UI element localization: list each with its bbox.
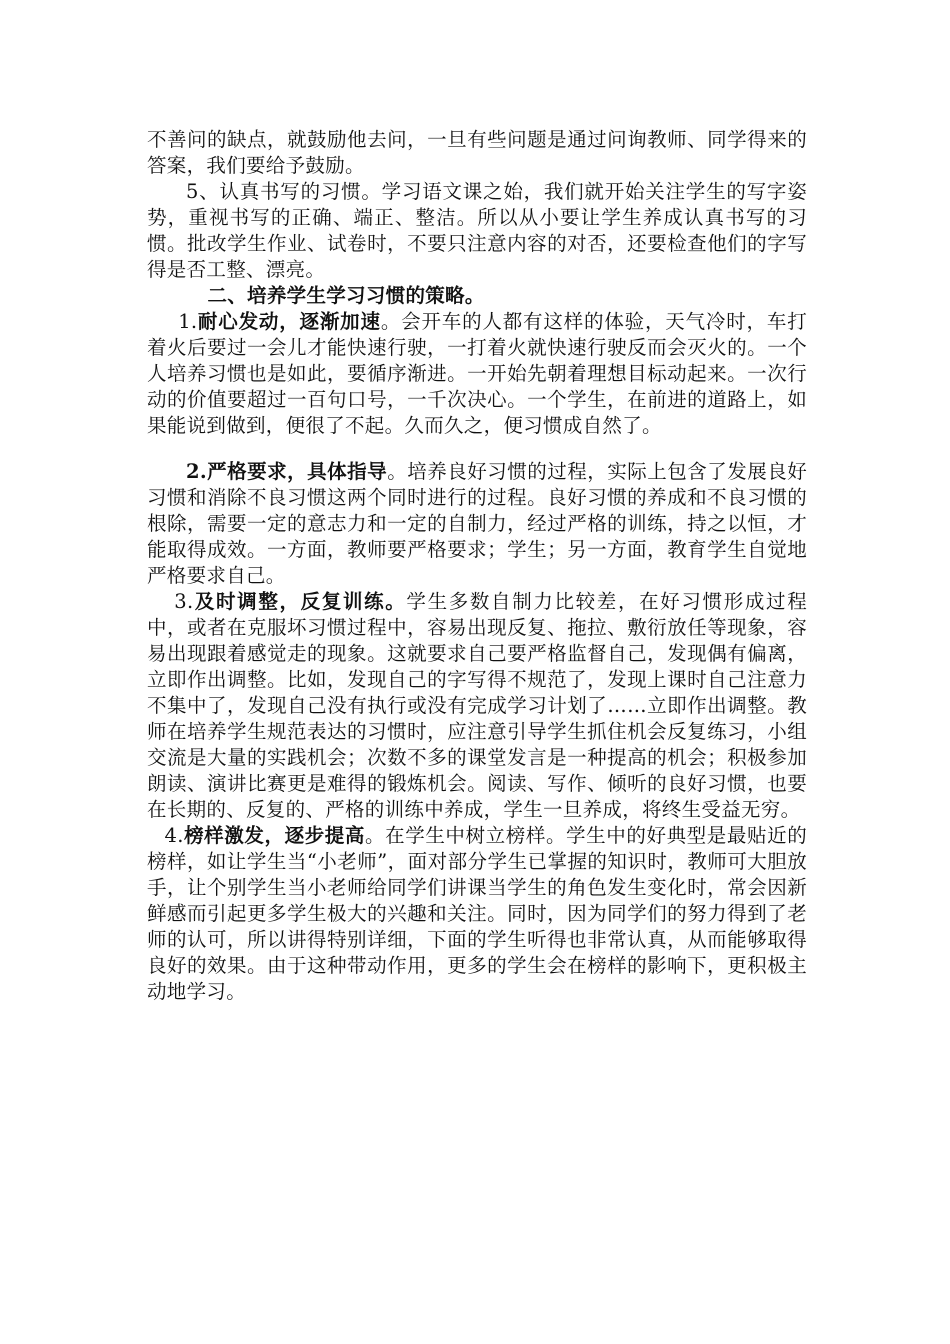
section-heading: 二、培养学生学习习惯的策略。 [207,284,485,307]
strategy-item-4-number: 4. [164,824,184,847]
strategy-item-1 [147,309,807,439]
strategy-item-4-title: 榜样激发，逐步提高 [183,824,366,847]
strategy-item-3-title: 及时调整，反复训练。 [193,590,407,613]
paragraph-writing-habit: 5、认真书写的习惯。学习语文课之始，我们就开始关注学生的写字姿势，重视书写的正确、端正、整洁。所以从小要让学生养成认真书写的习惯。批改学生作业、试卷时，不要只注意内容的对否，还要检查他们的字写得是否工整、漂亮。 [147,180,807,281]
strategy-item-2-number: 2. [186,460,207,483]
document-body [147,127,807,1005]
strategy-item-3-number: 3. [174,590,194,613]
strategy-item-1-number: 1. [178,310,198,333]
strategy-item-1-body: 。会开车的人都有这样的体验，天气冷时，车打着火后要过一会儿才能快速行驶，一打着火就快速行驶反而会灭火的。一个人培养习惯也是如此，要循序渐进。一开始先朝着理想目标动起来。一次行动的价值要超过一百句口号，一千次决心。一个学生，在前进的道路上，如果能说到做到，便很了不起。久而久之，便习惯成自然了。 [147,310,807,437]
strategy-item-3-body: 学生多数自制力比较差，在好习惯形成过程中，或者在克服坏习惯过程中，容易出现反复、拖拉、敷衍放任等现象，容易出现跟着感觉走的现象。这就要求自己要严格监督自己，发现偶有偏离，立即作出调整。比如，发现自己的字写得不规范了，发现上课时自己注意力不集中了，发现自己没有执行或没有完成学习计划了……立即作出调整。教师在培养学生规范表达的习惯时，应注意引导学生抓住机会反复练习，小组交流是大量的实践机会；次数不多的课堂发言是一种提高的机会；积极参加朗读、演讲比赛更是难得的锻炼机会。阅读、写作、倾听的良好习惯，也要在长期的、反复的、严格的训练中养成，学生一旦养成，将终生受益无穷。 [147,590,807,821]
strategy-item-4-body: 。在学生中树立榜样。学生中的好典型是最贴近的榜样，如让学生当“小老师”，面对部分学生已掌握的知识时，教师可大胆放手，让个别学生当小老师给同学们讲课当学生的角色发生变化时，常会因新鲜感而引起更多学生极大的兴趣和关注。同时，因为同学们的努力得到了老师的认可，所以讲得特别详细，下面的学生听得也非常认真，从而能够取得良好的效果。由于这种带动作用，更多的学生会在榜样的影响下，更积极主动地学习。 [147,824,807,1003]
paragraph-continued: 不善问的缺点，就鼓励他去问，一旦有些问题是通过问询教师、同学得来的答案，我们要给予鼓励。 [147,128,807,177]
strategy-item-2 [147,459,807,589]
strategy-item-1-title: 耐心发动，逐渐加速 [197,310,381,333]
strategy-item-2-title: 严格要求，具体指导 [206,460,388,483]
strategy-item-3 [147,589,807,823]
strategy-item-4 [147,823,807,1005]
strategy-item-2-body: 。培养良好习惯的过程，实际上包含了发展良好习惯和消除不良习惯这两个同时进行的过程。良好习惯的养成和不良习惯的根除，需要一定的意志力和一定的自制力，经过严格的训练，持之以恒，才能取得成效。一方面，教师要严格要求；学生；另一方面，教育学生自觉地严格要求自己。 [147,460,807,587]
